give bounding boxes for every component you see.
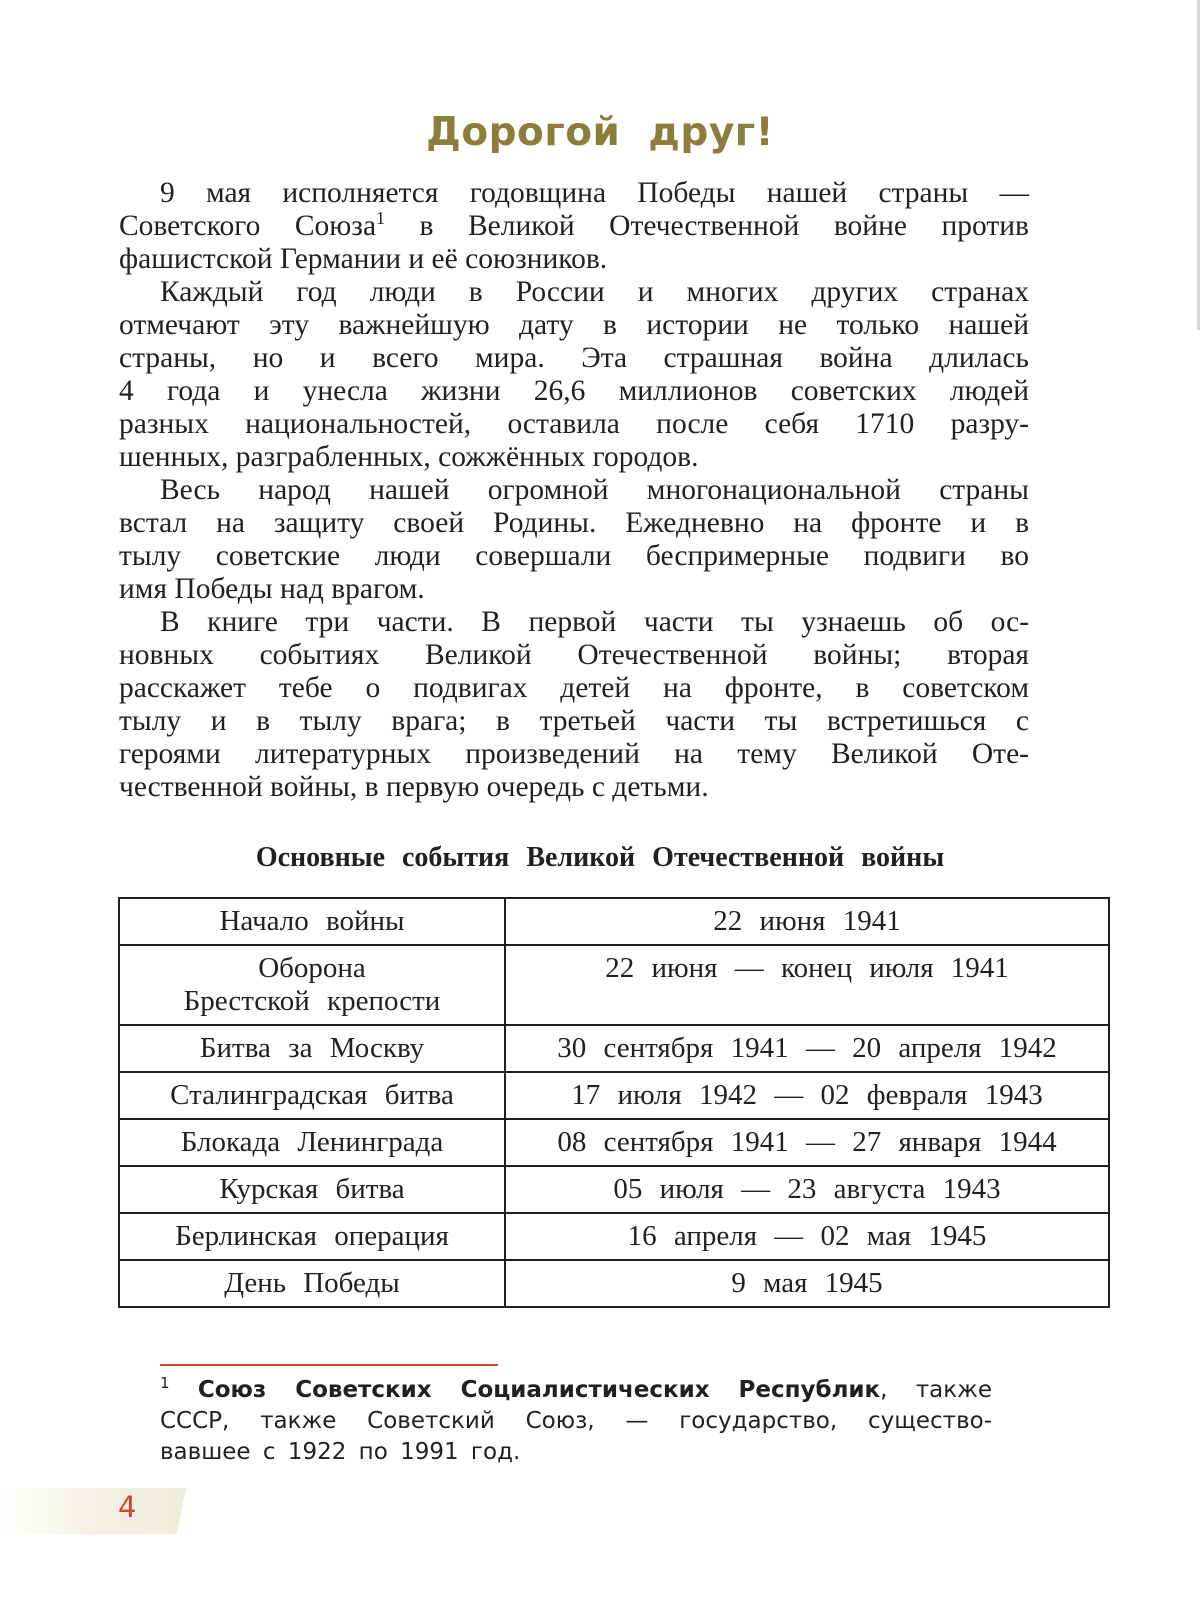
paragraph xyxy=(119,474,1029,606)
table-row xyxy=(119,1260,1109,1307)
event-date-cell: 22 июня 1941 xyxy=(505,898,1109,945)
footnote-ref[interactable]: 1 xyxy=(376,208,386,228)
event-name-cell: Сталинградская битва xyxy=(119,1072,505,1119)
event-name-cell: День Победы xyxy=(119,1260,505,1307)
table-row xyxy=(119,945,1109,1025)
footnote-divider xyxy=(160,1364,498,1366)
intro-text xyxy=(119,177,1029,804)
paragraph-line: В книге три части. В первой части ты узнаешь об ос- xyxy=(160,606,1029,638)
paragraph-line: Весь народ нашей огромной многонациональной страны xyxy=(160,474,1029,506)
footnote-term: Союз Советских Социалистических Республик xyxy=(197,1377,881,1403)
event-date-cell: 22 июня — конец июля 1941 xyxy=(505,945,1109,1025)
event-date-cell: 30 сентября 1941 — 20 апреля 1942 xyxy=(505,1025,1109,1072)
event-date-cell: 08 сентября 1941 — 27 января 1944 xyxy=(505,1119,1109,1166)
paragraph-line: отмечают эту важнейшую дату в истории не только нашей xyxy=(119,309,1029,341)
paragraph xyxy=(119,177,1029,276)
paragraph xyxy=(119,276,1029,474)
event-date-cell: 17 июля 1942 — 02 февраля 1943 xyxy=(505,1072,1109,1119)
table-row xyxy=(119,898,1109,945)
footnote-line-3: вавшее с 1922 по 1991 год. xyxy=(160,1439,521,1465)
paragraph xyxy=(119,606,1029,804)
paragraph-line: шенных, разграбленных, сожжённых городов. xyxy=(119,441,699,473)
footnote-marker: 1 xyxy=(160,1374,170,1392)
event-name-cell: Блокада Ленинграда xyxy=(119,1119,505,1166)
paragraph-line: встал на защиту своей Родины. Ежедневно на фронте и в xyxy=(119,507,1029,539)
paragraph-line: страны, но и всего мира. Эта страшная война длилась xyxy=(119,342,1029,374)
event-name-cell: Берлинская операция xyxy=(119,1213,505,1260)
table-row xyxy=(119,1213,1109,1260)
paragraph-line: расскажет тебе о подвигах детей на фронте, в советском xyxy=(119,672,1029,704)
event-date-cell: 05 июля — 23 августа 1943 xyxy=(505,1166,1109,1213)
table-row xyxy=(119,1072,1109,1119)
events-table xyxy=(118,897,1110,1308)
event-name-cell: Битва за Москву xyxy=(119,1025,505,1072)
page-number-band xyxy=(0,1488,186,1534)
table-row xyxy=(119,1119,1109,1166)
page-title: Дорогой друг! xyxy=(426,110,774,155)
event-date-cell: 16 апреля — 02 мая 1945 xyxy=(505,1213,1109,1260)
paragraph-line: чественной войны, в первую очередь с детьми. xyxy=(119,771,709,803)
event-name-cell: Начало войны xyxy=(119,898,505,945)
event-date-cell: 9 мая 1945 xyxy=(505,1260,1109,1307)
page-number: 4 xyxy=(118,1490,137,1524)
footnote xyxy=(160,1375,992,1468)
paragraph-line: новных событиях Великой Отечественной войны; вторая xyxy=(119,639,1029,671)
event-name-cell: Курская битва xyxy=(119,1166,505,1213)
table-row xyxy=(119,1025,1109,1072)
event-name-cell: Оборона Брестской крепости xyxy=(119,945,505,1025)
footnote-line1-rest: , также xyxy=(880,1377,993,1403)
paragraph-line: тылу советские люди совершали беспримерные подвиги во xyxy=(119,540,1029,572)
table-title: Основные события Великой Отечественной войны xyxy=(255,842,945,873)
paragraph-line: Советского Союза$^1$ в Великой Отечественной войне против xyxy=(119,208,1029,242)
paragraph-line: разных национальностей, оставила после себя 1710 разру- xyxy=(119,408,1029,440)
footnote-line-2: СССР, также Советский Союз, — государство, существо- xyxy=(160,1408,992,1434)
paragraph-line: 4 года и унесла жизни 26,6 миллионов советских людей xyxy=(119,375,1029,407)
paragraph-line: Каждый год люди в России и многих других странах xyxy=(160,276,1029,308)
paragraph-line: тылу и в тылу врага; в третьей части ты встретишься с xyxy=(119,705,1029,737)
paragraph-line: героями литературных произведений на тему Великой Оте- xyxy=(119,738,1029,770)
paragraph-line: 9 мая исполняется годовщина Победы нашей страны — xyxy=(160,177,1029,209)
table-row xyxy=(119,1166,1109,1213)
paragraph-line: фашистской Германии и её союзников. xyxy=(119,243,608,275)
paragraph-line: имя Победы над врагом. xyxy=(119,573,425,605)
